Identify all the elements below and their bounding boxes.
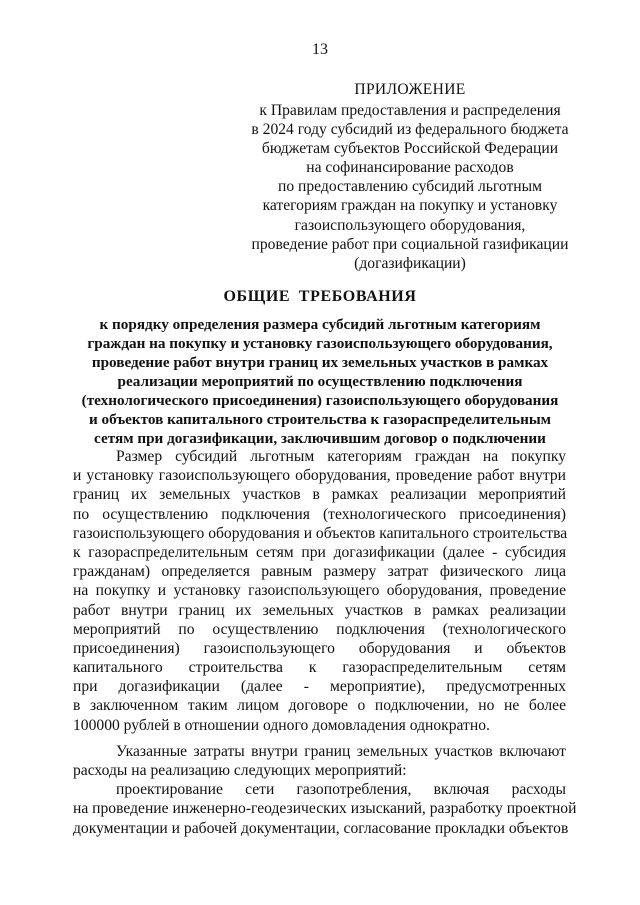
heading-line: граждан на покупку и установку газоиспользующего оборудования,: [87, 335, 553, 352]
paragraph-line: в заключенном таким лицом договоре о подключении, но не более: [73, 697, 566, 715]
paragraph-line: присоединения) газоиспользующего оборудования и объектов: [73, 639, 566, 657]
paragraph-line: при догазификации (далее - мероприятие), предусмотренных: [73, 678, 566, 696]
body-text: [73, 447, 577, 838]
annex-block: [240, 78, 580, 273]
annex-line: на софинансирование расходов: [306, 159, 514, 177]
paragraph-line: на покупку и установку газоиспользующего оборудования, проведение: [73, 582, 566, 600]
heading-line: и объектов капитального строительства к газораспределительным: [88, 411, 552, 428]
annex-line: (догазификации): [354, 254, 466, 272]
paragraph-line: 100000 рублей в отношении одного домовладения однократно.: [73, 716, 490, 734]
annex-line: по предоставлению субсидий льготным: [278, 178, 542, 196]
page-number: 13: [312, 41, 328, 58]
paragraph-line: на проведение инженерно-геодезических изысканий, разработку проектной: [73, 800, 577, 818]
annex-title: ПРИЛОЖЕНИЕ: [354, 81, 466, 98]
paragraph-line: и установку газоиспользующего оборудования, проведение работ внутри: [73, 467, 566, 485]
paragraph-line: расходы на реализацию следующих мероприятий:: [73, 762, 407, 779]
annex-line: газоиспользующего оборудования,: [294, 216, 526, 234]
paragraph-line: границ их земельных участков в рамках реализации мероприятий: [73, 486, 566, 504]
heading-line: реализации мероприятий по осуществлению подключения: [117, 373, 523, 390]
heading-line: сетям при догазификации, заключившим договор о подключении: [94, 430, 546, 447]
section-heading: [60, 285, 580, 448]
heading-line: (технологического присоединения) газоиспользующего оборудования: [81, 392, 559, 409]
paragraph: [73, 780, 577, 838]
paragraph-line: Размер субсидий льготным категориям граждан на покупку: [116, 448, 566, 465]
heading-line: к порядку определения размера субсидий льготным категориям: [99, 316, 541, 333]
paragraph-line: по осуществлению подключения (технологического присоединения): [73, 505, 566, 523]
paragraph-line: проектирование сети газопотребления, включая расходы: [116, 781, 566, 799]
paragraph-line: мероприятий по осуществлению подключения (технологического: [73, 620, 566, 638]
paragraph-line: газоиспользующего оборудования и объектов капитального строительства: [73, 524, 568, 542]
annex-line: проведение работ при социальной газификации: [251, 235, 569, 253]
annex-line: к Правилам предоставления и распределения: [259, 102, 561, 119]
paragraph-line: капитального строительства к газораспределительным сетям: [73, 659, 566, 677]
annex-line: бюджетам субъектов Российской Федерации: [261, 140, 559, 158]
paragraph-line: гражданам) определяется равным размеру затрат физического лица: [73, 563, 566, 581]
paragraph-line: документации и рабочей документации, согласование прокладки объектов: [73, 819, 569, 837]
paragraph-line: к газораспределительным сетям при догазификации (далее - субсидия: [73, 543, 566, 561]
paragraph-line: Указанные затраты внутри границ земельных участков включают: [116, 742, 566, 760]
paragraph-line: работ внутри границ их земельных участков в рамках реализации: [73, 601, 566, 619]
heading-title: ОБЩИЕ ТРЕБОВАНИЯ: [223, 288, 417, 305]
paragraph: [73, 447, 566, 735]
heading-line: проведение работ внутри границ их земельных участков в рамках: [91, 354, 549, 371]
annex-line: категориям граждан на покупку и установку: [262, 197, 558, 215]
annex-line: в 2024 году субсидий из федерального бюджета: [251, 121, 569, 139]
paragraph: [73, 742, 566, 780]
